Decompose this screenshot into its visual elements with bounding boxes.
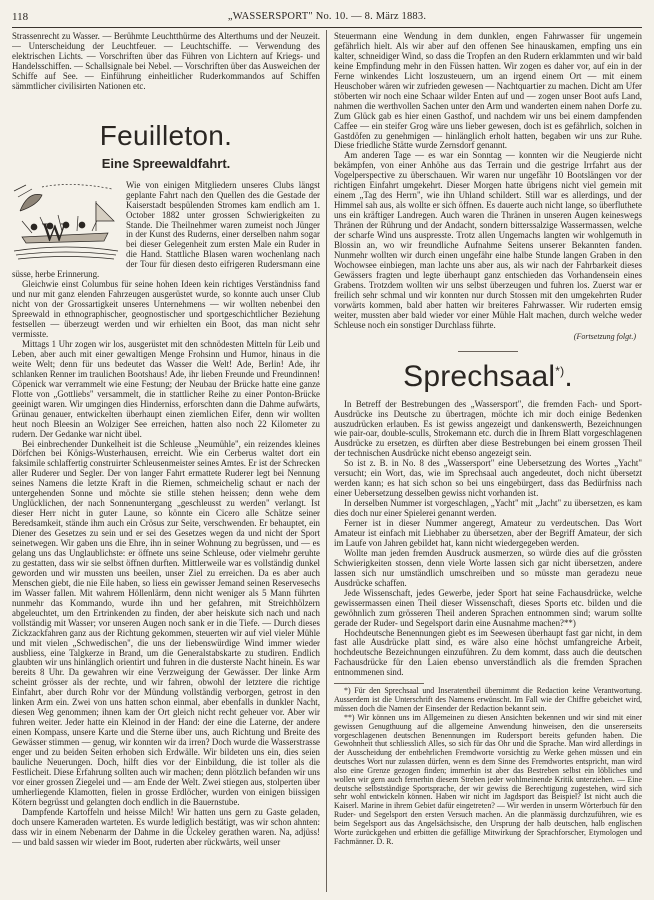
sprechsaal-paragraph-5: Wollte man jeden fremden Ausdruck ausmerzen, so würde dies auf die grössten Schwierigkeiten stossen, denn viele Worte lassen sich gar nicht übersetzen, andere lassen sich nur umständlich umschreiben und so müsste man geradezu neue Ausdrücke schaffen.	[334, 547, 642, 588]
sprechsaal-paragraph-1: In Betreff der Bestrebungen des „Wassersport", die fremden Fach- und Sport-Ausdrücke ins Deutsche zu übertragen, möchte ich mir doch einige Bedenken auszudrücken erlauben. Es ist gewiss angezeigt und dankenswerth, Bezeichnungen wie pair-oar, double-sculls, Strokemann etc. durch die in Ihrem Blatt vorgeschlagenen Ausdrücke zu ersetzen, es dürften aber diese Bestrebungen bei einem grossen Theil der technischen Ausdrücke nicht ebenso angezeigt sein.	[334, 398, 642, 459]
section-divider	[458, 351, 518, 352]
sprechsaal-title: Sprechsaal*).	[403, 359, 573, 393]
feuilleton-paragraph-4: Bei einbrechender Dunkelheit ist die Schleuse „Neumühle", ein reizendes kleines Dörfchen bei Königs-Wusterhausen, erreicht. Wie ein Cerberus waltet dort ein faksimile schlaffertig construirter Schleusenmeister seines Amtes. Er ist der Schrecken aller Ruderer und Segler. Der von langer Fahrt ermattete Ruderer legt bei Nennung seines Namens die letzte Kraft in die Riemen, schmeichelig schaut er nach der untergehenden Sonne und möchte sie stille stehen heissen; denn wehe dem Unglücklichen, der nach Sonnenuntergang „geschleusst zu werden" verlangt. Ist dieser Herr nicht in guter Laune, so könnte ein Cicero alle Schätze seiner Beredsamkeit, stände ihm auch ein Crösus zur Seite, verschwenden. Er behauptet, ein Diener des Gesetzes zu sein und er sei des Gesetzes wegen da und nicht der Sport seinetwegen. Wir gaben uns die Ehre, ihn in seiner Wohnung zu begrüssen, und — es gelang uns das Unglaublichste: er öffnete uns seine Schleuse, oder vielmehr geruhte zu gestatten, dass wir sie selbst öffnen durften. Mittlerweile war es vollständig dunkel geworden und wir mussten uns beeilen, unser Ziel zu erreichen. Da es aber auch Menschen giebt, die nie Eile haben, so liess ein gewisser Jemand seinen Reservesechs im Wasser fallen. Mit wahrem Höllenlärm, denn nicht weniger als 5 Mann führten nunmehr das Kommando, wurde ihn und her gefahren, mit Streichhölzern abgeleuchtet, um den Ertrinkenden zu finden, der aber heiskute sich nach und nach vollständig mit Wasser; vor unseren Augen noch sank er in die Tiefe. — Durch dieses Zickzackfahren ganz aus der Richtung gekommen, steuerten wir auf viel vieler Mühle und mit vielen „Schwedischen", die uns der liebenswürdige Wind immer wieder ausbliess, eine Talgkerze in Brand, um die Generalstabskarte zu studiren. Endlich glaubten wir uns hinlänglich orientirt und fuhren in die dusterste Nacht hinein. Es war bereits 8 Uhr. Da gewahren wir eine Verzweigung der Gewässer. Der linke Arm scheint grösser als der rechte, und wir fahren, obwohl der letztere die richtige Einfahrt, aber durch Rohr vor der Mündung vollständig verborgen, getrost in den linken Arm ein. Zwei von uns hatten schon einmal, aber ebenfalls in dunkler Nacht, diesen Weg genommen; ihnen kam der Ort gleich nicht recht geheuer vor. Aber wir fuhren weiter. Jeder hatte ein Kleinod in der Hand: der eine die Laterne, der andere einen Kompass, unsere Karte und die Sterne über uns, auch Richtung und Breite des Gewässer stimmen — genug, wir konnten wir da irren? Doch wurde die Wasserstrasse enger und zu beiden Seiten erhoben sich Erdwälle. Wir bildeten uns ein, dies seien bauliche Neuerungen. Doch, hilft dies vor der Einbildung, die ist toller als die Festlicheit. Diese Erfahrung sollten auch wir machen; denn plötzlich befanden wir uns vor einer grossen Ziegelei und — am Ende der Welt. Zwei stiegen aus, stolperten über umherliegende Klamotten, fielen in grosse Erdlöcher, wurden von einigen biissigen Kötern begrüsst und gelangten doch endlich in die Bauernstube.	[12, 438, 320, 807]
column-divider	[326, 30, 327, 892]
left-column	[12, 32, 320, 894]
svg-text:W: W	[42, 217, 67, 247]
feuilleton-paragraph-6: Steuermann eine Wendung in dem dunklen, engen Fahrwasser für ungemein gefährlich hielt. Als wir aber auf den offenen See hinauskamen, empfing uns ein kalter, schneidiger Wind, so dass die Tropfen an den Rudern erklammten und wir bald keine Empfindung mehr in den Füssen hatten. Wir zogen es daher vor, auf ein in der Ferne winkendes Licht loszusteuern, um an irgend einem Ort — mit einem Heuschober wären wir zufrieden gewesen — Nachtquartier zu machen. Dicht am Ufer stöberten wir noch eine Schaar wilder Enten auf und — zogen unser Boot aufs Land, nahmen die werthvollen Sachen unter den Arm und wanderten einem nahen Dorfe zu. Zum Glück gab es hier einen Gasthof, und nachdem wir uns bei einem dampfenden Caffee — ein steifer Grog wäre uns lieber gewesen, doch ist es gefährlich, solchen in Gastdöfen zu genehmigen — hinlänglich erholt hatten, begaben wir uns zur Ruhe. Diese friedliche Stätte wurde Zernsdorf genannt.	[334, 32, 642, 151]
sprechsaal-paragraph-2: So ist z. B. in No. 8 des „Wassersport" eine Uebersetzung des Wortes „Yacht" versucht; ein Wort, das, wie im Sprechsaal auch angedeutet, doch nicht übersetzt werden kann; es hat sich schon so bei uns eingebürgert, dass das Bedürfniss nach einer Uebersetzung desselben gewiss nicht vorhanden ist.	[334, 458, 642, 499]
sprechsaal-paragraph-6: Jede Wissenschaft, jedes Gewerbe, jeder Sport hat seine Fachausdrücke, welche gewissermassen einen Theil dieser Wissenschaft, dieses Sports etc. bilden und die gewöhnlich zum grösseren Theil anderen Sprachen entnommen sind; warum sollte gerade der Ruder- und Segelsport darin eine Ausnahme machen?**)	[334, 587, 642, 628]
footnote-rule	[334, 683, 424, 684]
intro-text: Strassenrecht zu Wasser. — Berühmte Leuchtthürme des Alterthums und der Neuzeit. — Unterscheidung der Leuchtfeuer. — Leuchtschiffe. — Verwendung des elektrischen Lichts. — Vorschriften über das Führen von Lichtern auf Kriegs- und Handelsschiffen. — Schallsignale bei Nebel. — Vorschriften über das Ausweichen der Schiffe auf See. — Einführung einheitlicher Ruderkommandos auf Schiffen sämmtlicher civilisirten Nationen etc.	[12, 32, 320, 91]
header-rule	[12, 27, 642, 28]
feuilleton-title: Feuilleton.	[99, 119, 233, 151]
sprechsaal-title-text: Sprechsaal	[403, 359, 556, 393]
footnote-1: *) Für den Sprechsaal und Inseratentheil übernimmt die Redaction keine Verantwortung. Ausserdem ist die Unterschrift des Namens erwünscht. Im Fall wie der Chiffre gebeichet wird, müssen doch die Namen der Einsender der Redaction bekannt sein.	[334, 686, 642, 713]
rowing-boat-engraving-icon	[12, 181, 120, 263]
feuilleton-paragraph-2: Gleichwie einst Columbus für seine hohen Ideen kein richtiges Verständniss fand und nur mit ganz elenden Fahrzeugen ausgerüstet wurde, so konnte auch unser Club nicht von der Grossartigkeit unseres Unternehmens — wir wollten nebenbei den Spreewald in ethnographischer, geognostischer und sportgeschichtlicher Beziehung festsellen — überzeugt werden und wir erhielten ein Boot, das man nicht sehr vermisste.	[12, 279, 320, 340]
right-column	[334, 32, 642, 894]
sprechsaal-paragraph-3: In derselben Nummer ist vorgeschlagen, „Yacht" mit „Jacht" zu übersetzen, es kam dies doch nur einer Spielerei genannt werden.	[334, 498, 642, 519]
feuilleton-paragraph-3: Mittags 1 Uhr zogen wir los, ausgerüstet mit den schnödesten Mitteln für Leib und Leben, aber auch mit einer gewaltigen Menge Frohsinn und Humor, hinaus in die weite Welt; denn für uns bedeutet das Wasser die Welt! Ade, Berlin! Ade, ihr schlanken Renner im traulichen Bootshaus! Ade, ihr lieben Freunde und Freundinnen! Cöpenick war verrammelt wie eine Festung; der Neubau der Brücke hatte eine ganze Flotte von „Gottliebs" versammelt, die in stattlicher Reihe zu einer Ponton-Brücke geeinigt waren. Wir umgingen dies Hinderniss, erforschten dann die Dahme aufwärts, Grünau genauer, entwickelten überhaupt einen ziemlichen Eifer, denn wir wollten heut noch Bleesin an Wolziger See erreichen, hatten also noch 22 Kilometer zu rudern. Der Gedanke war nicht übel.	[12, 338, 320, 439]
running-head: „WASSERSPORT" No. 10. — 8. März 1883.	[227, 11, 427, 22]
feuilleton-paragraph-7: Am anderen Tage — es war ein Sonntag — konnten wir die Neugierde nicht bekämpfen, von einer Anhöhe aus das Terrain und die gestrige Irrfahrt aus der Vogelperspective zu überschauen. Wir waren nur ungefähr 10 Bootslängen vor der richtigen Einfahrt umgekehrt. Dieser Morgen hatte übrigens nicht viel gemein mit einem „Tag des Herrn", wie ihn Uhland schildert. Still war es allerdings, und der Himmel sah aus, als wollte er sich öffnen. Es dauerte auch nicht lange, so überfluthete uns ein kräftiger Landregen. Auch waren die Thränen in unseren Augen keineswegs Thränen der Rührung und der Andacht, sondern bitterssalzige Wassermassen, welche der scharfe Wind uns auspresste. Trotz allen Ungemachs langten wir wohlgemuth in Blossin an, wo wir freundliche Aufnahme Seitens unserer Bekannten fanden. Nunmehr wollten wir durch einen ungefähr eine halbe Stunde langen Graben in den Wochowsee einbiegen, man lachte uns aber aus, als wir nach der Fahrbarkeit dieses Gewässers fragten und legte überhaupt ganz entschieden das Vorhandensein eines Grabens. Trotzdem wollten wir uns selbst überzeugen und fuhren los. Zuerst war er freilich sehr schmal und wir konnten nur durch Stossen mit den umgekehrten Ruder vorwärts kommen, bald aber hatten wir breiteres Fahrwasser. Wir ruderten emsig weiter, mussten aber bald wieder vor einer Mühle Halt machen, durch welche weder Schleuse noch ein sonstiger Durchlass führte.	[334, 150, 642, 330]
sprechsaal-footnote-mark: *)	[555, 363, 565, 378]
page-header	[12, 10, 642, 26]
feuilleton-subtitle: Eine Spreewaldfahrt.	[101, 155, 231, 171]
footnote-2: **) Wir können uns im Allgemeinen zu diesen Ansichten bekennen und wir sind mit einer gewissen Genugthuung auf die allgemeine Anwendung hinweisen, den die unsererseits vorgeschlagenen deutschen Benennungen im Rudersport bereits gefunden haben. Die Gewohnheit thut schliesslich Alles, so sich für das Ohr und die Sprache. Man wird allerdings in der Ausscheidung der entbehrlichen Fremdworte vorsichtig zu Werke gehen müssen und ein deutsches Wort nur zulassen dürfen, wenn es dem Sinne des Fremdwortes entspricht, man wird also eine Grenze gezogen finden; immerhin ist aber das Bestreben selbst ein löbliches und wollen wir gern auch fernerhin diesem Streben jeder wohlmeinende Kritik unterziehen. — Eine deutsche selbstständige Sportsprache, der wir gewiss die Berechtigung zugestehen, wird sich sehr wohl entwickeln können. Haben wir nicht im Jagdsport das Beispiel? Ist nicht auch die Kaiserl. Marine in ihrem Gebiet dafür eingetreten? — Wir werden in unserm Wörterbuch für den Ruder- und Segelsport den ersten Versuch machen. An die planmässig durchzuführen, wie es beim Segelsport aus das Angelsächsische, den Ursprung der halb deutschen, halb englischen Worte zurückgehen und erbitten die gefällige Mitwirkung der Sprachforscher, Etymologen und Fachmänner. D. R.	[334, 712, 642, 846]
sprechsaal-paragraph-7: Hochdeutsche Benennungen giebt es im Seewesen überhaupt fast gar nicht, in dem fast alle Ausdrücke platt sind, es wäre also eine höchst umfangreiche Arbeit, hochdeutsche Bezeichnungen einzuführen. Zu dem kommt, dass auch die deutschen Fachausdrücke für den Laien ebenso unverständlich als die fremden Sprachen entnommenen sind.	[334, 627, 642, 678]
feuilleton-paragraph-5: Dampfende Kartoffeln und heisse Milch! Wir hatten uns gern zu Gaste geladen, doch unsere Kameraden warteten. Es wurde lediglich bestätigt, was wir schon ahnten: dass wir in einem Nebenarm der Dahme in die Ückeley gerathen waren. Na, adjüss! — und bald sassen wir wieder im Boot, ruderten aber rückwärts, weil unser	[12, 806, 320, 847]
continuation-note: (Fortsetzung folgt.)	[573, 331, 636, 341]
feuilleton-paragraph-1: Wie von einigen Mitgliedern unseres Clubs längst geplante Fahrt nach den Quellen des die Gestade der Kaiserstadt bespülenden Stromes kam endlich am 1. October 1882 unter grossen Schwierigkeiten zu Stande. Die Theilnehmer waren zumeist noch Jünger in der Kunst des Ruderns, einer derselben nahm sogar bei dieser Gelegenheit zum ersten Male ein Ruder in die Hand. Stattliche Blasen waren wochenlang nach der Tour für diesen desto eifrigeren Rudersmann eine süsse, herbe Erinnerung.	[12, 179, 320, 280]
sprechsaal-paragraph-4: Ferner ist in dieser Nummer angeregt, Amateur zu verdeutschen. Das Wort Amateur ist einfach mit Liebhaber zu übersetzen, aber der Begriff Amateur, der sich im Laufe von Jahren gebildet hat, kann nicht wiedergegeben werden.	[334, 518, 642, 548]
page-number: 118	[12, 11, 29, 23]
